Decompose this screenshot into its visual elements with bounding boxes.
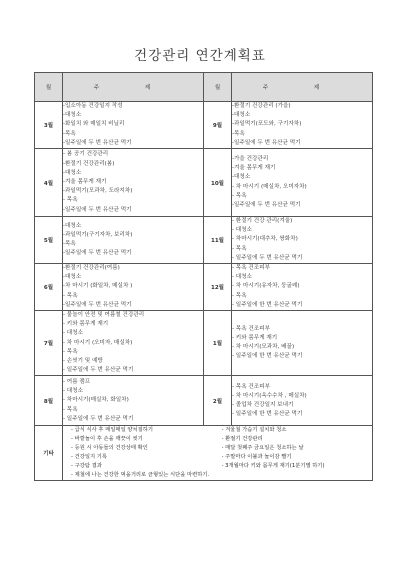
list-item: - 물놀이 안전 및 여름철 건강관리 xyxy=(63,312,145,319)
month-cell: 1월 xyxy=(204,311,232,376)
topic-cell xyxy=(232,311,373,376)
list-item: -대청소 xyxy=(232,174,251,181)
list-item: - 목욕 xyxy=(232,192,247,199)
list-item: -겨울 몸무게 재기 xyxy=(232,165,276,172)
misc-row xyxy=(35,426,373,481)
misc-left-list xyxy=(63,426,222,480)
month-cell: 4월 xyxy=(35,149,63,217)
list-item: - 대청소 xyxy=(63,388,84,395)
month-cell: 2월 xyxy=(204,376,232,426)
month-cell: 12월 xyxy=(204,264,232,311)
list-item: - 졸업차 건강일지 보내기 xyxy=(232,401,294,408)
topic-cell xyxy=(63,376,204,426)
list-item: -겨울 몸무게 재기 xyxy=(63,178,107,185)
list-item: - 차 마시기(모과차, 배꿀) xyxy=(232,344,295,351)
list-item: - 건강일지 기록 xyxy=(71,454,107,461)
list-item: - 일주일에 두 번 유산균 먹기 xyxy=(63,367,134,374)
month-cell: 5월 xyxy=(35,217,63,264)
list-item: - 일주일에 한 번 유산균 먹기 xyxy=(232,411,303,418)
list-item: - 키와 몸무게 재기 xyxy=(232,335,278,342)
list-item: - 차 마시기(옥수수차 , 메실차) xyxy=(232,392,307,399)
list-item: - 주말마다 이불과 놀이감 빨기 xyxy=(221,454,292,461)
list-item: - 봄 공기 건강관리 xyxy=(63,151,109,158)
list-item: - 차마시기(매실차, 화일차) xyxy=(63,397,129,404)
list-item: -과일먹기(구기자차, 보리차) xyxy=(63,231,133,238)
list-item: - 차 마시기 (오미자, 매실차) xyxy=(63,339,133,346)
list-item: -일주일에 두 번 유산균 먹기 xyxy=(232,201,301,208)
list-item: -대청소 xyxy=(63,222,82,229)
list-item: -환절기 건강관리(여름) xyxy=(63,265,120,272)
list-item: - 목욕 xyxy=(63,348,78,355)
list-item: - 여름 캠프 xyxy=(63,378,91,385)
table-row xyxy=(35,102,373,149)
list-item: -가을 건강관리 xyxy=(232,155,269,162)
health-plan-table xyxy=(34,72,373,481)
list-item: -대청소 xyxy=(63,169,82,176)
month-cell: 9월 xyxy=(204,102,232,149)
topic-cell xyxy=(63,149,204,217)
list-item: -입소아동 건강일지 작성 xyxy=(63,103,123,109)
list-item: -목욕 xyxy=(232,130,245,137)
list-item: - 3개월마다 키와 몸무게 재기(1분기별 하기) xyxy=(221,463,325,470)
list-item: - 목욕 건조피부 xyxy=(232,325,270,332)
list-item: -목욕 xyxy=(63,130,76,137)
list-item: -일주일에 두 번 유산균 먹기 xyxy=(63,250,132,257)
topic-cell xyxy=(232,149,373,217)
table-row xyxy=(35,264,373,311)
topic-header: 주 제 xyxy=(63,73,204,102)
table-row xyxy=(35,149,373,217)
list-item: -차 마시기 (화일차, 메실차 ) xyxy=(63,283,133,290)
list-item: - 목욕 xyxy=(63,197,78,204)
list-item: - 차 마시기 (매실차, 오미자차) xyxy=(232,183,307,190)
list-item: - 겨울철 가습기 설치와 청소 xyxy=(221,427,287,434)
month-cell: 3월 xyxy=(35,102,63,149)
list-item: - 구강탐 결과 xyxy=(71,463,102,470)
list-item: - 급식 식사 후 매일매일 양치질하기 xyxy=(71,427,153,434)
list-item: -대청소 xyxy=(63,274,82,281)
list-item: -일주일에 두 번 유산균 먹기 xyxy=(63,139,132,146)
table-row xyxy=(35,376,373,426)
list-item: -화일치 와 매일치 비닐리 xyxy=(63,121,125,128)
list-item: - 차 마시기(유자차, 둥굴레) xyxy=(232,283,300,290)
list-item: - 제철에 나는 건강한 먹을거리로 균형있는 식단을 마련하기. xyxy=(71,472,210,479)
list-item: - 매달 첫째주 금요일은 청소하는 날 xyxy=(221,445,304,452)
topic-cell xyxy=(232,376,373,426)
misc-right-list xyxy=(222,426,373,480)
list-item: -과일먹기(모과차, 도라지차) xyxy=(63,188,133,195)
list-item: -일주일에 두 번 유산균 먹기 xyxy=(232,139,301,146)
list-item: - 차마시기(대추차, 쌍화차) xyxy=(232,236,298,243)
table-row xyxy=(35,217,373,264)
list-item: -목욕 xyxy=(63,241,76,248)
list-item: -대청소 xyxy=(232,112,251,119)
list-item: - 환절기 건강관리 xyxy=(221,436,263,443)
list-item: -대청소 xyxy=(63,112,82,119)
list-item: - 등원 시 아동들의 건강상태 확인 xyxy=(71,445,148,452)
topic-cell xyxy=(232,264,373,311)
misc-label: 기타 xyxy=(35,426,63,481)
topic-header: 주 제 xyxy=(232,73,373,102)
list-item: - 대청소 xyxy=(232,274,253,281)
list-item: - 일주일에 한 번 유산균 먹기 xyxy=(232,301,303,308)
list-item: -일주일에 두 번 유산균 먹기 xyxy=(63,206,132,213)
page-title: 건강관리 연간계획표 xyxy=(134,48,266,64)
list-item: - 목욕 건조피부 xyxy=(232,383,270,390)
list-item: - 바깥놀이 후 손을 깨끗이 씻기 xyxy=(71,436,143,443)
list-item: -과일먹기(포도와, 구기자차) xyxy=(232,121,302,128)
list-item: - 목욕 xyxy=(63,406,78,413)
list-item: - 손씻기 및 예방 xyxy=(63,358,103,365)
month-header: 월 xyxy=(35,73,63,102)
list-item: - 일주일에 두 번 유산균 먹기 xyxy=(63,415,134,422)
list-item: - 목욕 건조피부 xyxy=(232,265,270,272)
topic-cell xyxy=(63,264,204,311)
topic-cell xyxy=(63,217,204,264)
month-cell: 11월 xyxy=(204,217,232,264)
topic-cell xyxy=(232,217,373,264)
list-item: - 목욕 xyxy=(63,292,78,299)
misc-cell xyxy=(63,426,373,481)
month-cell: 7월 xyxy=(35,311,63,376)
month-cell: 8월 xyxy=(35,376,63,426)
month-header: 월 xyxy=(204,73,232,102)
month-cell: 10월 xyxy=(204,149,232,217)
list-item: - 일주일에 두 번 유산균 먹기 xyxy=(232,254,303,261)
list-item: - 목욕 xyxy=(232,245,247,252)
list-item: - 키와 몸무게 재기 xyxy=(63,321,109,328)
list-item: - 대청소 xyxy=(63,330,84,337)
topic-cell xyxy=(63,311,204,376)
list-item: - 목욕 xyxy=(232,292,247,299)
list-item: - 일주일에 한 번 유산균 먹기 xyxy=(232,353,303,360)
table-row xyxy=(35,311,373,376)
list-item: -환절기 건강관리(봄) xyxy=(63,160,115,167)
list-item: - 대청소 xyxy=(232,227,253,234)
table-header-row xyxy=(35,73,373,102)
topic-cell xyxy=(63,102,204,149)
month-cell: 6월 xyxy=(35,264,63,311)
topic-cell xyxy=(232,102,373,149)
list-item: -환절기 건강관리 (가을) xyxy=(232,103,291,109)
list-item: - 환절기 건강 관리(겨울) xyxy=(232,218,293,225)
list-item: -일주일에 두 번 유산균 먹기 xyxy=(63,301,132,308)
